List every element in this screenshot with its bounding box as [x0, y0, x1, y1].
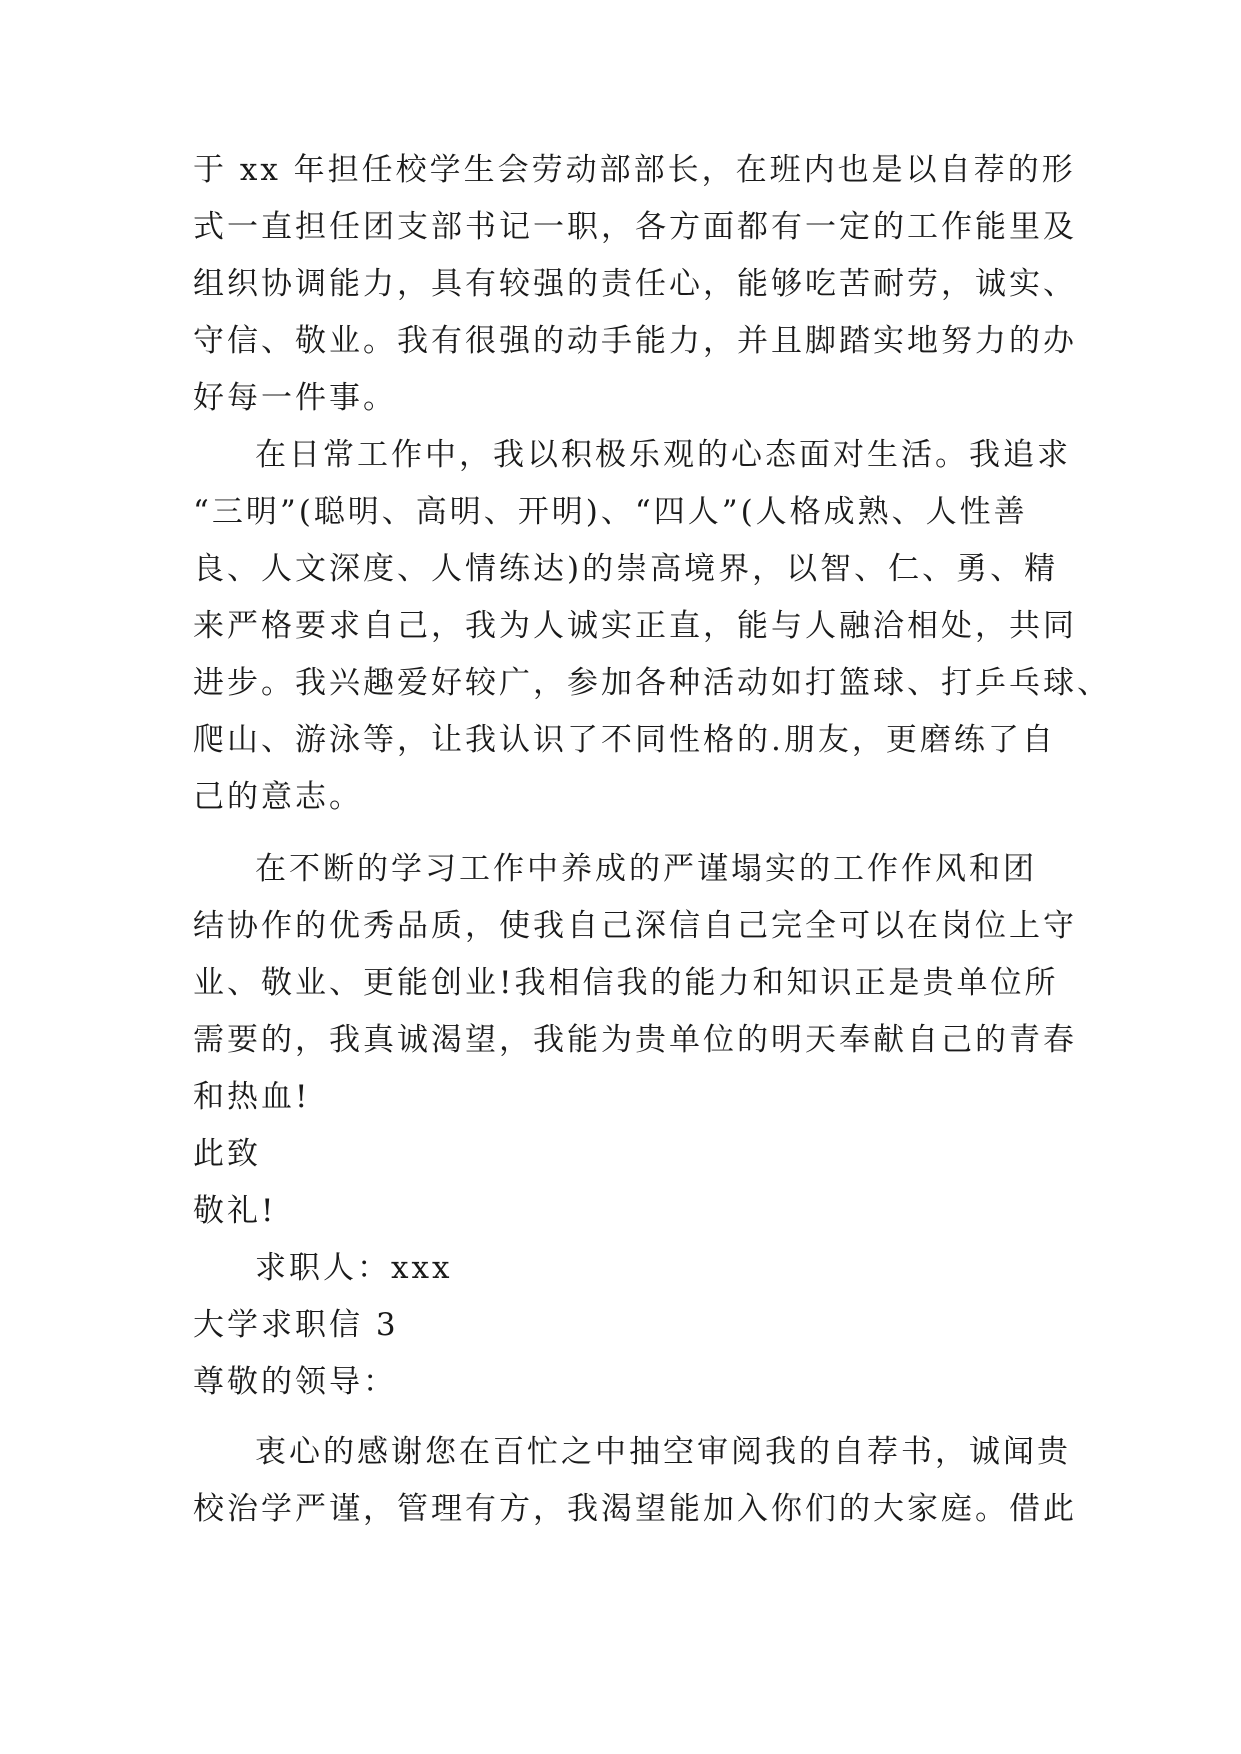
signature-line: 求职人：xxx — [255, 1250, 453, 1286]
paragraph3-line-1: 在不断的学习工作中养成的严谨塌实的工作作风和团 — [255, 851, 1037, 887]
paragraph2-line-4: 来严格要求自己，我为人诚实正直，能与人融洽相处，共同 — [193, 608, 1077, 644]
paragraph1-line-2: 式一直担任团支部书记一职，各方面都有一定的工作能里及 — [193, 209, 1077, 245]
letter-title: 大学求职信 3 — [193, 1307, 399, 1343]
paragraph1-line-1: 于 xx 年担任校学生会劳动部部长，在班内也是以自荐的形 — [193, 152, 1076, 188]
paragraph3-line-2: 结协作的优秀品质，使我自己深信自己完全可以在岗位上守 — [193, 908, 1077, 944]
closing-line-1: 此致 — [193, 1136, 261, 1172]
letter-salutation: 尊敬的领导： — [193, 1364, 397, 1400]
letter-line-2: 校治学严谨，管理有方，我渴望能加入你们的大家庭。借此 — [193, 1491, 1077, 1527]
paragraph1-line-4: 守信、敬业。我有很强的动手能力，并且脚踏实地努力的办 — [193, 323, 1077, 359]
paragraph3-line-3: 业、敬业、更能创业!我相信我的能力和知识正是贵单位所 — [193, 965, 1059, 1001]
paragraph2-line-5: 进步。我兴趣爱好较广，参加各种活动如打篮球、打乒乓球、 — [193, 665, 1111, 701]
closing-line-2: 敬礼! — [193, 1193, 277, 1229]
paragraph3-line-5: 和热血! — [193, 1079, 311, 1115]
letter-line-1: 衷心的感谢您在百忙之中抽空审阅我的自荐书，诚闻贵 — [255, 1434, 1071, 1470]
paragraph2-line-7: 己的意志。 — [193, 779, 363, 815]
paragraph2-line-3: 良、人文深度、人情练达)的崇高境界，以智、仁、勇、精 — [193, 551, 1059, 587]
paragraph2-line-6: 爬山、游泳等，让我认识了不同性格的.朋友，更磨练了自 — [193, 722, 1056, 758]
paragraph3-line-4: 需要的，我真诚渴望，我能为贵单位的明天奉献自己的青春 — [193, 1022, 1077, 1058]
paragraph2-line-1: 在日常工作中，我以积极乐观的心态面对生活。我追求 — [255, 437, 1071, 473]
paragraph2-line-2: “三明”(聪明、高明、开明)、“四人”(人格成熟、人性善 — [193, 494, 1028, 530]
paragraph1-line-5: 好每一件事。 — [193, 380, 397, 416]
paragraph1-line-3: 组织协调能力，具有较强的责任心，能够吃苦耐劳，诚实、 — [193, 266, 1077, 302]
